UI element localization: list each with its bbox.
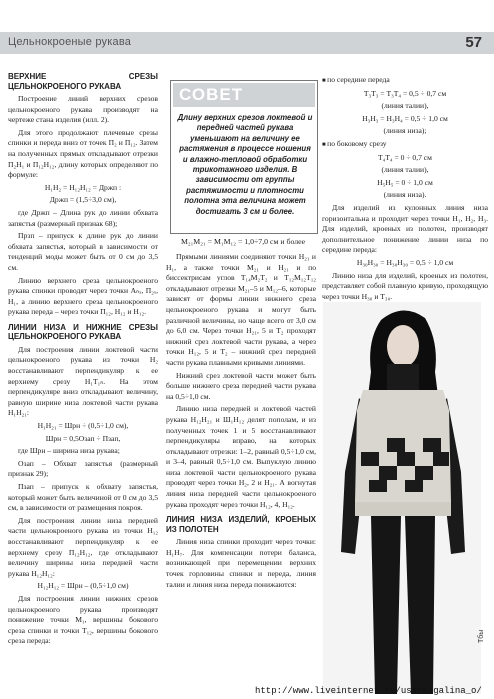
bullet-item: ■ по боковому срезу (322, 139, 488, 151)
paragraph: где Шрн – ширина низа рукава; (18, 446, 120, 456)
paragraph: Для построения линии низа передней части цельнокроеного рукава из точки Н₁₂ восстанавливают перпендикуляр к ее верхнему срезу П₁₂Н₁₂, где откладывают величину ширины низа передней части рукава Н₁₂Н₁₂: (8, 515, 158, 578)
formula: Т₄Т₄ = 0 ÷ 0,7 см (378, 152, 432, 162)
formula: Т₃Т₃ = Т₃Т₄ = 0,5 ÷ 0,7 см (363, 88, 447, 98)
paragraph: Прзп – припуск к длине рук до линии обхвата запястья, который в зависимости от тенденций моды может быть от 0 см до 3,5 см. (8, 231, 158, 272)
paragraph: Для этого продолжают плечевые срезы спинки и переда вниз от точек П₂ и П₁₂. Затем на полученных прямых откладывают отрезки П₂Н₁ и П₁₂Н₁₂, длину которых определяют по формуле: (8, 127, 158, 180)
page-number: 57 (465, 34, 482, 51)
column-right (322, 75, 488, 304)
paragraph: Озап – Обхват запястья (размерный признак 29); (8, 458, 158, 479)
paragraph: Линию низа для изделий, кроеных из полотен, представляет собой плавную кривую, проходящую через точки Н₃₀ и Т₃₀. (322, 270, 488, 301)
formula: Н₅Н₅ = 0 ÷ 1,0 см (377, 177, 433, 187)
heading-upper-cuts: ВЕРХНИЕ СРЕЗЫ ЦЕЛЬНОКРОЕНОГО РУКАВА (8, 72, 158, 91)
formula: Н₁Н₂ = Н₁₂Н₁₂ = Држп : (44, 182, 122, 192)
advice-box (170, 80, 318, 234)
heading-hem-lines: ЛИНИИ НИЗА И НИЖНИЕ СРЕЗЫ ЦЕЛЬНОКРОЕНОГО РУКАВА (8, 322, 158, 342)
paragraph: Нижний срез локтевой части может быть больше нижнего среза передней части рукава на 0,5÷1,0 см. (166, 370, 316, 401)
paragraph: Линия низа спинки проходит через точки: Н₁Н₇. Для компенсации потери баланса, возникающей при перемещении верхних точек горловины спинки и переда, линия талии и линия низа переда понижаются: (166, 537, 316, 589)
formula-note: (линия талии), (381, 165, 429, 175)
bullet-item: ■ по середине переда (322, 75, 488, 87)
formula: Н₃Н₃ = Н₃Н₄ = 0,5 ÷ 1,0 см (362, 113, 448, 123)
paragraph: Линию верхнего среза цельнокроеного рукава спинки проводят через точки Aₙₓ, П₂ₓ, Н₁, а линию верхнего среза цельнокроеного рукава переда – через точки П₁₂, Н₁₂ и Н₁₂. (8, 275, 158, 317)
section-title: Цельнокроеные рукава (8, 36, 132, 48)
paragraph: где Држп – Длина рук до линии обхвата запястья (размерный признак 68); (8, 207, 158, 228)
formula-note: (линия низа); (383, 126, 427, 136)
model-photo (323, 302, 481, 694)
column-middle (166, 252, 316, 592)
advice-title: СОВЕТ (173, 83, 315, 107)
formula-note: (линия низа). (383, 190, 427, 200)
page-header (0, 32, 494, 54)
paragraph: Для построения линии нижних срезов цельнокроеного рукава производят понижение точки М₁, вершины бокового среза спинки и точки Т₁₂, вершины бокового среза переда: (8, 593, 158, 646)
formula: М₂₁М₂₁ = М₁М₁₂ = 1,0÷7,0 см и более (180, 237, 306, 246)
paragraph: Для построения линии локтевой части цельнокроеного рукава из точки Н₂ восстанавливают перпендикуляр к ее верхнему срезу Н₁Т₁ₙ. На этом перпендикуляре вниз откладывают величину, равную ширине низа локтевой части рукава Н₁Н₂₁: (8, 344, 158, 418)
footer-url[interactable]: http://www.liveinternet.ru/users/galina_o/ (255, 686, 482, 696)
formula: Н₁Н₂₁ = Шрн ÷ (0,5÷1,0 см), (37, 421, 129, 431)
formula: Држп = (1,5÷3,0 см), (49, 195, 117, 205)
formula-note: (линия талии), (381, 101, 429, 111)
paragraph: Построение линий верхних срезов цельнокроеного рукава производят на чертеже стана изделия (илл. 2). (8, 94, 158, 125)
formula: Шрн = 0,5Озап ÷ Пзап, (45, 433, 121, 443)
paragraph: Пзап – припуск к обхвату запястья, который может быть величиной от 0 см до 3,5 см, в зависимости от размещения покроя. (8, 482, 158, 513)
advice-text: Длину верхних срезов локтевой и передней частей рукава уменьшают на величину ее растяжения в процессе ношения и влажно-тепловой обработки трикотажного изделия. В зависимости от группы растяжимости и плотности полотна эта величина может достигать 3 см и более. (177, 113, 313, 216)
formula: Н₃₀Н₃₀ = Н₃₀Н₃₀ = 0,5 ÷ 1,0 см (356, 257, 454, 267)
formula: Н₁₂Н₁₂ = Шрн – (0,5÷1,0 см) (37, 581, 129, 591)
paragraph: Прямыми линиями соединяют точки Н₂₁ и Н₁, а также точки М₂₁ и Н₂₁ и по биссектрисам углов Т₁₄М₂Т₂ и Т₁₂М₁₂Т₁₂ откладывают отрезки М₂₁–5 и М₁₂–6, которые зависят от формы линии нижнего среза цельнокроеного рукава и могут быть различной величины, но чаще всего от 3,0 см до 6,0 см. Через точки Н₂₁, 5 и Т₂ проходят нижний срез локтевой части рукава, а через точки Н₁₂, 5 и Т₂ – нижний срез передней части рукава плавными кривыми линиями. (166, 252, 316, 367)
model-photo-illustration (323, 302, 481, 694)
photo-caption: Тбы (478, 629, 485, 643)
column-left (8, 72, 158, 649)
paragraph: Линию низа передней и локтевой частей рукава Н₁₂Н₂₁ и Ш₁Н₁₂ делят пополам, и из полученных точек 1 и 5 восстанавливают перпендикуляры вправо, на которых откладывают отрезки: 1–2, равный 0,5÷1,0 см, и 3–4, равный 0,5÷1,0 см. Выпуклую линию низа локтевой части цельнокроеного рукава проводят через точки Н₂, 2 и Н₂₁. А вогнутая линия низа передней части цельнокроеного рукава проходят через точки Н₁₂, 4, Н₁₂. (166, 404, 316, 509)
paragraph: Для изделий из кулонных линия низа горизонтальна и проходит через точки Н₁, Н₂, Н₃. Для изделий, кроеных из полотен, производят дополнительное понижение линии низа по середине переда: (322, 202, 488, 255)
heading-hem-line-products: ЛИНИЯ НИЗА ИЗДЕЛИЙ, КРОЕНЫХ ИЗ ПОЛОТЕН (166, 515, 316, 534)
